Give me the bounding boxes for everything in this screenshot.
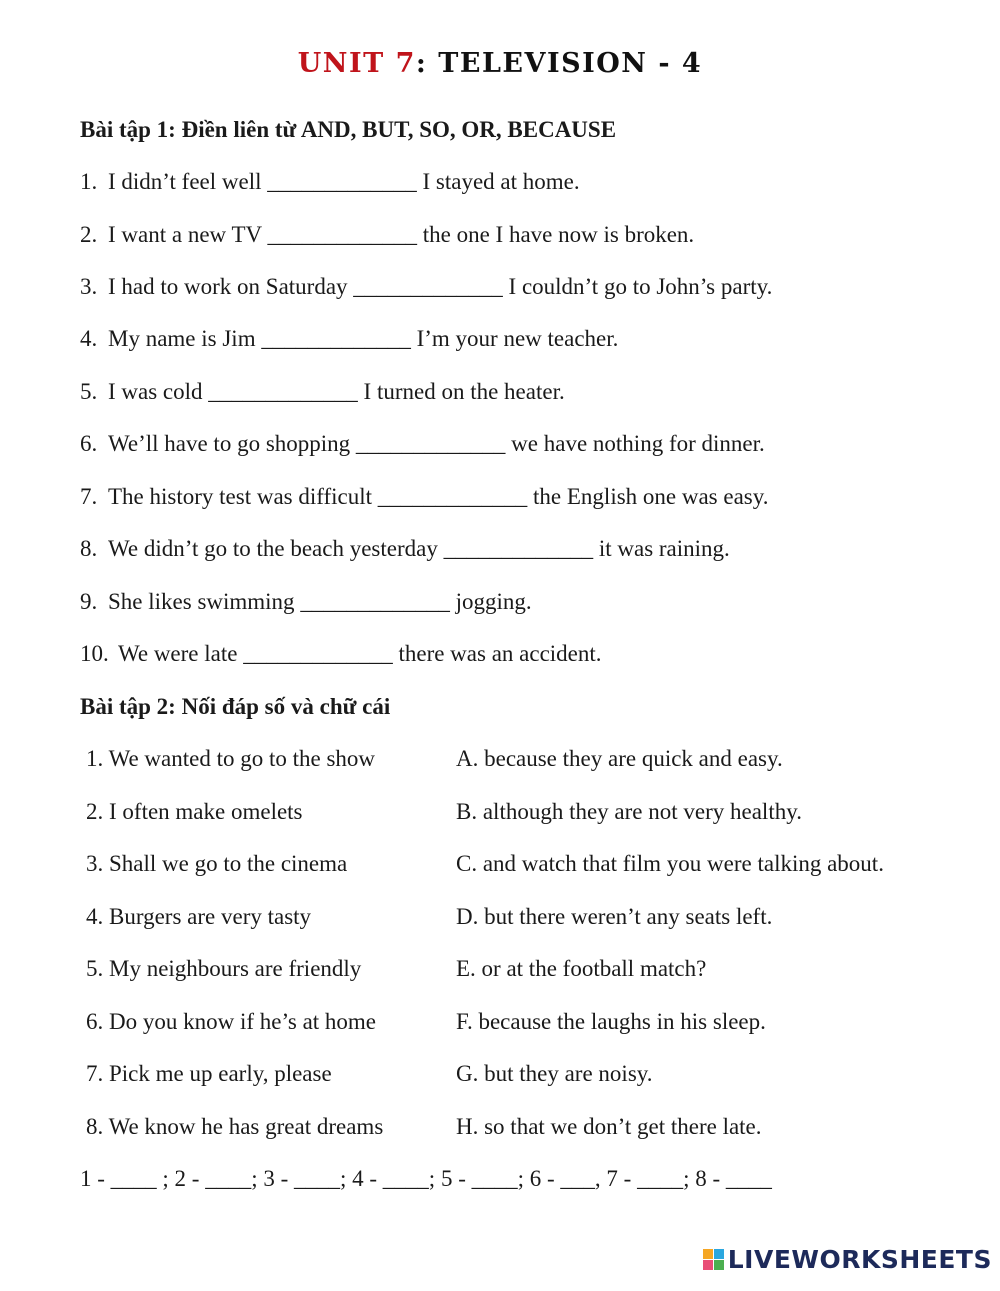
match-right-item: H. so that we don’t get there late.	[456, 1114, 762, 1139]
exercise1-item	[80, 641, 602, 667]
exercise1-item	[80, 536, 730, 562]
item-number: 1.	[80, 169, 98, 194]
answer-blank[interactable]: _____________	[355, 431, 506, 456]
item-text-before: I want a new TV	[108, 222, 262, 247]
item-text-before: I was cold	[108, 379, 203, 404]
item-number: 7.	[80, 484, 98, 509]
item-text-before: We’ll have to go shopping	[108, 431, 351, 456]
exercise1-item	[80, 169, 580, 195]
exercise1-item	[80, 484, 769, 510]
match-left-item: 4. Burgers are very tasty	[86, 904, 312, 929]
exercise1-item	[80, 431, 765, 457]
match-left-item: 8. We know he has great dreams	[86, 1114, 384, 1139]
item-text-after: I couldn’t go to John’s party.	[508, 274, 773, 299]
item-text-after: the one I have now is broken.	[422, 222, 695, 247]
exercise1-item	[80, 379, 565, 405]
page-title	[0, 48, 1000, 79]
match-right-item: B. although they are not very healthy.	[456, 799, 802, 824]
item-number: 3.	[80, 274, 98, 299]
exercise1-heading: Bài tập 1: Điền liên từ AND, BUT, SO, OR, BECAUSE	[80, 117, 617, 142]
match-left-item: 6. Do you know if he’s at home	[86, 1009, 377, 1034]
match-left-item: 2. I often make omelets	[86, 799, 303, 824]
item-text-before: I didn’t feel well	[108, 169, 262, 194]
item-text-after: jogging.	[455, 589, 532, 614]
title-unit: UNIT 7	[297, 48, 416, 79]
item-number: 5.	[80, 379, 98, 404]
match-right-item: F. because the laughs in his sleep.	[456, 1009, 766, 1034]
match-right-item: A. because they are quick and easy.	[456, 746, 783, 771]
item-text-after: I’m your new teacher.	[416, 326, 619, 351]
match-right-item: C. and watch that film you were talking about.	[456, 851, 884, 876]
item-text-before: My name is Jim	[108, 326, 256, 351]
item-text-after: I turned on the heater.	[363, 379, 565, 404]
match-left-item: 5. My neighbours are friendly	[86, 956, 362, 981]
item-number: 4.	[80, 326, 98, 351]
match-left-item: 3. Shall we go to the cinema	[86, 851, 348, 876]
answer-blank[interactable]: _____________	[300, 589, 450, 614]
item-text-before: We didn’t go to the beach yesterday	[108, 536, 438, 561]
item-text-after: it was raining.	[598, 536, 730, 561]
match-right-item: E. or at the football match?	[456, 956, 707, 981]
exercise1-item	[80, 274, 772, 300]
answer-blank[interactable]: _____________	[243, 641, 393, 666]
item-text-before: She likes swimming	[108, 589, 295, 614]
item-text-after: there was an accident.	[398, 641, 602, 666]
answer-blank[interactable]: _____________	[267, 222, 417, 247]
title-topic: : TELEVISION - 4	[415, 48, 703, 79]
item-text-after: we have nothing for dinner.	[511, 431, 765, 456]
item-number: 2.	[80, 222, 98, 247]
answer-blank[interactable]: _____________	[353, 274, 503, 299]
answer-blank[interactable]: _____________	[443, 536, 594, 561]
exercise1-item	[80, 326, 618, 352]
item-text-before: The history test was difficult	[108, 484, 373, 509]
liveworksheets-logo	[703, 1243, 992, 1275]
match-left-item: 1. We wanted to go to the show	[86, 746, 376, 771]
answer-blank[interactable]: _____________	[208, 379, 358, 404]
item-number: 10.	[80, 641, 109, 666]
exercise2-heading: Bài tập 2: Nối đáp số và chữ cái	[80, 694, 391, 719]
match-right-item: G. but they are noisy.	[456, 1061, 653, 1086]
item-number: 6.	[80, 431, 98, 456]
answer-line[interactable]: 1 - ____ ; 2 - ____; 3 - ____; 4 - ____; 5 - ____; 6 - ___, 7 - ____; 8 - ____	[80, 1166, 772, 1191]
answer-blank[interactable]: _____________	[261, 326, 411, 351]
match-right-item: D. but there weren’t any seats left.	[456, 904, 773, 929]
item-number: 9.	[80, 589, 98, 614]
item-text-after: the English one was easy.	[533, 484, 769, 509]
item-text-before: I had to work on Saturday	[108, 274, 348, 299]
match-left-item: 7. Pick me up early, please	[86, 1061, 332, 1086]
item-text-after: I stayed at home.	[422, 169, 580, 194]
answer-blank[interactable]: _____________	[377, 484, 528, 509]
answer-blank[interactable]: _____________	[267, 169, 417, 194]
logo-text: LIVEWORKSHEETS	[727, 1244, 992, 1274]
logo-mark-icon	[703, 1249, 724, 1270]
exercise1-item	[80, 222, 694, 248]
item-number: 8.	[80, 536, 98, 561]
item-text-before: We were late	[118, 641, 238, 666]
exercise1-item	[80, 589, 532, 615]
